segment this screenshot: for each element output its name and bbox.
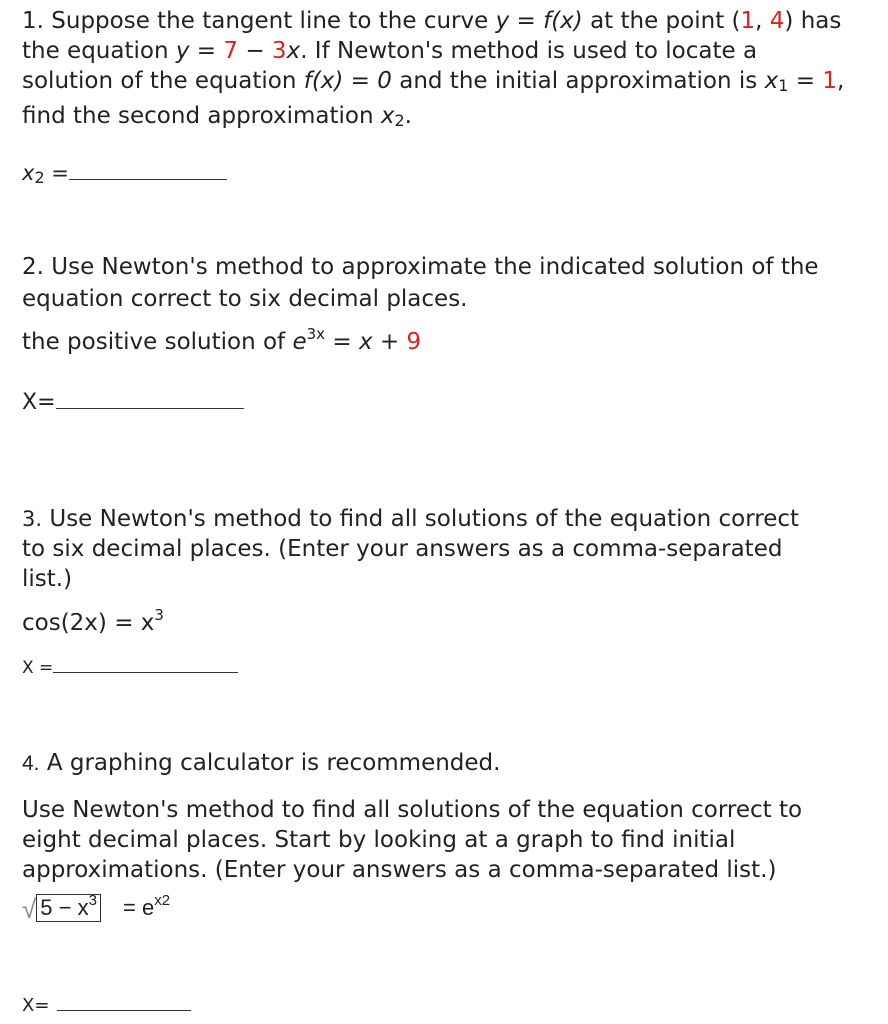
problem-2-equation: the positive solution of $e^{3x} = x + 9$ bbox=[22, 325, 422, 355]
problem-4-statement: Use Newton's method to find all solutions of the equation correct to eight decimal places. Start by looking at a graph to find initial approximations. (Enter your answers as a comma-separated list.) bbox=[22, 797, 803, 883]
answer-input[interactable] bbox=[57, 990, 191, 1011]
problem-1-answer bbox=[22, 158, 852, 193]
problem-4-answer bbox=[22, 990, 852, 1021]
answer-label: x2 = bbox=[22, 161, 69, 187]
problem-2-statement: 2. Use Newton's method to approximate the indicated solution of the equation correct to six decimal places. bbox=[22, 254, 819, 312]
problem-4-equation: √ $5 - x^3 = e^{x2}$ bbox=[22, 892, 171, 924]
answer-label: X = bbox=[22, 658, 54, 678]
problem-1-statement: 1. Suppose the tangent line to the curve y = f(x) at the point (1, 4) has the equation y = 7 − 3x. If Newton's method is used to locate a solution of the equation f(x) = 0 and the initial approximation is x1 = 1, find the second approximation x2. bbox=[22, 8, 845, 130]
problem-1 bbox=[22, 6, 852, 136]
problem-number: 3. bbox=[22, 507, 43, 531]
answer-label: X= bbox=[22, 390, 56, 415]
problem-2-answer bbox=[22, 388, 852, 418]
answer-label: X= bbox=[22, 995, 50, 1016]
radical-sign: √ bbox=[22, 894, 37, 924]
problem-3 bbox=[22, 504, 822, 638]
radical-expression bbox=[22, 893, 101, 924]
radicand: $5 - x^3$ bbox=[36, 894, 101, 922]
problem-3-statement: 3. Use Newton's method to find all solutions of the equation correct to six decimal places. (Enter your answers as a comma-separated list.) bbox=[22, 506, 800, 592]
problem-3-equation: $\cos(2x) = x^3$ bbox=[22, 606, 164, 636]
problem-4-note: 4. A graphing calculator is recommended. bbox=[22, 750, 501, 776]
problem-3-answer bbox=[22, 652, 852, 683]
problem-2 bbox=[22, 251, 842, 357]
problem-number: 2. bbox=[22, 254, 44, 280]
answer-input[interactable] bbox=[69, 159, 227, 180]
problem-4 bbox=[22, 748, 852, 924]
answer-input[interactable] bbox=[56, 388, 244, 409]
problem-number: 1. bbox=[22, 8, 44, 34]
problem-number: 4. bbox=[22, 752, 40, 775]
answer-input[interactable] bbox=[53, 652, 238, 673]
